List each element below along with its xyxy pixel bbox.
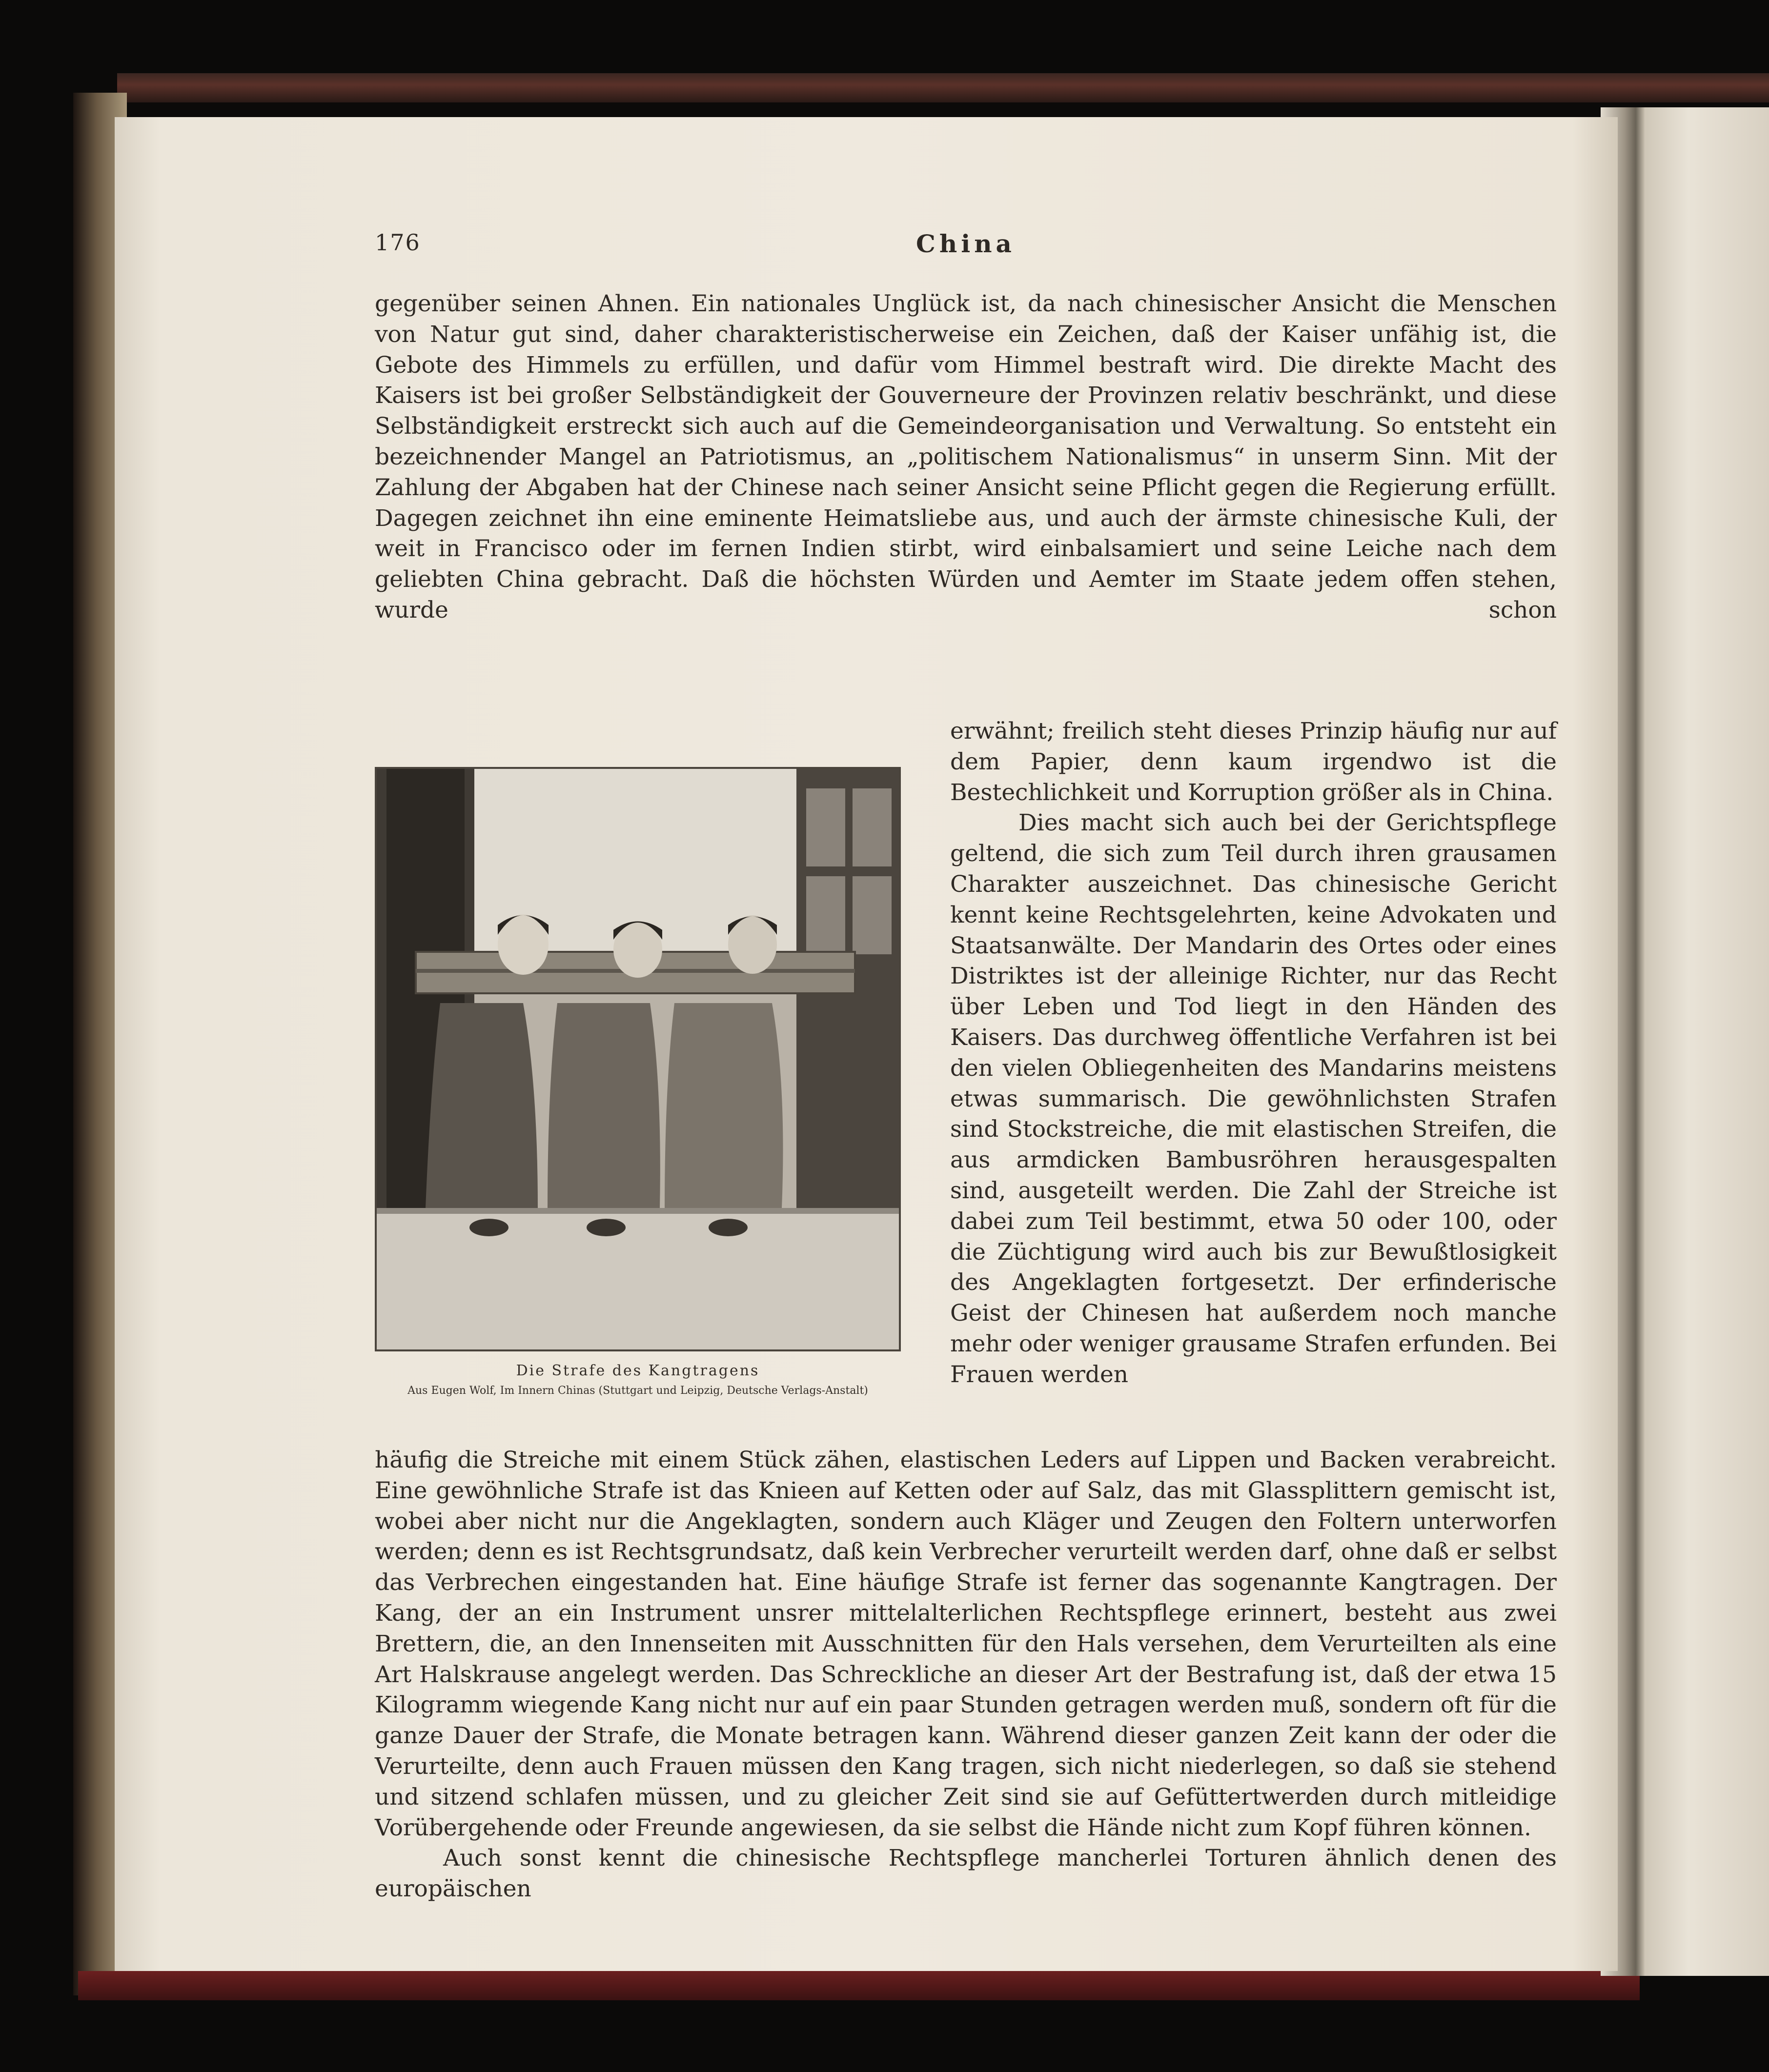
paragraph-bottom-1: häufig die Streiche mit einem Stück zähen, elastischen Leders auf Lippen und Backen verabreicht. Eine gewöhnliche Strafe ist das Knieen auf Ketten oder auf Salz, das mit Glassplittern gemischt ist, wobei aber nicht nur die Angeklagten, sondern auch Kläger und Zeugen den Foltern unterworfen werden; denn es ist Rechtsgrundsatz, daß kein Verbrecher verurteilt werden darf, ohne daß er selbst das Verbrechen eingestanden hat. Eine häufige Strafe ist ferner das sogenannte Kangtragen. Der Kang, der an ein Instrument unsrer mittelalterlichen Rechtspflege erinnert, besteht aus zwei Brettern, die, an den Innenseiten mit Ausschnitten für den Hals versehen, dem Verurteilten als eine Art Halskrause angelegt werden. Das Schreckliche an dieser Art der Bestrafung ist, daß der etwa 15 Kilogramm wiegende Kang nicht nur auf ein paar Stunden getragen werden muß, sondern oft für die ganze Dauer der Strafe, die Monate betragen kann. Während dieser ganzen Zeit kann der oder die Verurteilte, denn auch Frauen müssen den Kang tragen, sich nicht niederlegen, so daß sie stehend und sitzend schlafen müssen, und zu gleicher Zeit sind sie auf Gefüttertwerden durch mitleidige Vorübergehende oder Freunde angewiesen, da sie selbst die Hände nicht zum Kopf führen können. (375, 1447, 1557, 1841)
text-bottom-block (375, 1445, 1557, 1905)
facing-page-edge (1635, 107, 1769, 1976)
book-cover-top-edge (117, 73, 1769, 102)
book-cover-bottom-edge (78, 1971, 1640, 2000)
text-side-column (950, 716, 1557, 1390)
caption-source: Aus Eugen Wolf, Im Innern Chinas (Stuttgart und Leipzig, Deutsche Verlags-Anstalt) (407, 1385, 868, 1397)
paragraph-top: gegenüber seinen Ahnen. Ein nationales Unglück ist, da nach chinesischer Ansicht die Menschen von Natur gut sind, daher charakteristischerweise ein Zeichen, daß der Kaiser unfähig ist, die Gebote des Himmels zu erfüllen, und dafür vom Himmel bestraft wird. Die direkte Macht des Kaisers ist bei großer Selbständigkeit der Gouverneure der Provinzen relativ beschränkt, und diese Selbständigkeit erstreckt sich auch auf die Gemeindeorganisation und Verwaltung. So entsteht ein bezeichnender Mangel an Patriotismus, an „politischem Nationalismus“ in unserm Sinn. Mit der Zahlung der Abgaben hat der Chinese nach seiner Ansicht seine Pflicht gegen die Regierung erfüllt. Dagegen zeichnet ihn eine eminente Heimatsliebe aus, und auch der ärmste chinesische Kuli, der weit in Francisco oder im fernen Indien stirbt, wird einbalsamiert und seine Leiche nach dem geliebten China gebracht. Daß die höchsten Würden und Aemter im Staate jedem offen stehen, wurde schon (375, 290, 1557, 624)
book-page (115, 117, 1618, 1971)
running-title: China (916, 229, 1016, 258)
figure-caption (375, 1360, 901, 1400)
caption-title: Die Strafe des Kangtragens (516, 1362, 760, 1379)
page-number: 176 (375, 229, 421, 256)
text-top-block (375, 289, 1557, 626)
kang-photo-illustration (377, 769, 899, 1349)
figure-photo-kang (375, 767, 901, 1351)
paragraph-side-2: Dies macht sich auch bei der Gerichtspflege geltend, die sich zum Teil durch ihren grausamen Charakter auszeichnet. Das chinesische Gericht kennt keine Rechtsgelehrten, keine Advokaten und Staatsanwälte. Der Mandarin des Ortes oder eines Distriktes ist der alleinige Richter, nur das Recht über Leben und Tod liegt in den Händen des Kaisers. Das durchweg öffentliche Verfahren ist bei den vielen Obliegenheiten des Mandarins meistens etwas summarisch. Die gewöhnlichsten Strafen sind Stockstreiche, die mit elastischen Streifen, die aus armdicken Bambusröhren herausgespalten sind, ausgeteilt werden. Die Zahl der Streiche ist dabei zum Teil bestimmt, etwa 50 oder 100, oder die Züchtigung wird auch bis zur Bewußtlosigkeit des Angeklagten fortgesetzt. Der erfinderische Geist der Chinesen hat außerdem noch manche mehr oder weniger grausame Strafen erfunden. Bei Frauen werden (950, 809, 1557, 1388)
page-header (375, 229, 1557, 268)
paragraph-side-1: erwähnt; freilich steht dieses Prinzip häufig nur auf dem Papier, denn kaum irgendwo ist die Bestechlichkeit und Korruption größer als in China. (950, 718, 1557, 806)
paragraph-bottom-2: Auch sonst kennt die chinesische Rechtspflege mancherlei Torturen ähnlich denen des europäischen (375, 1845, 1557, 1903)
